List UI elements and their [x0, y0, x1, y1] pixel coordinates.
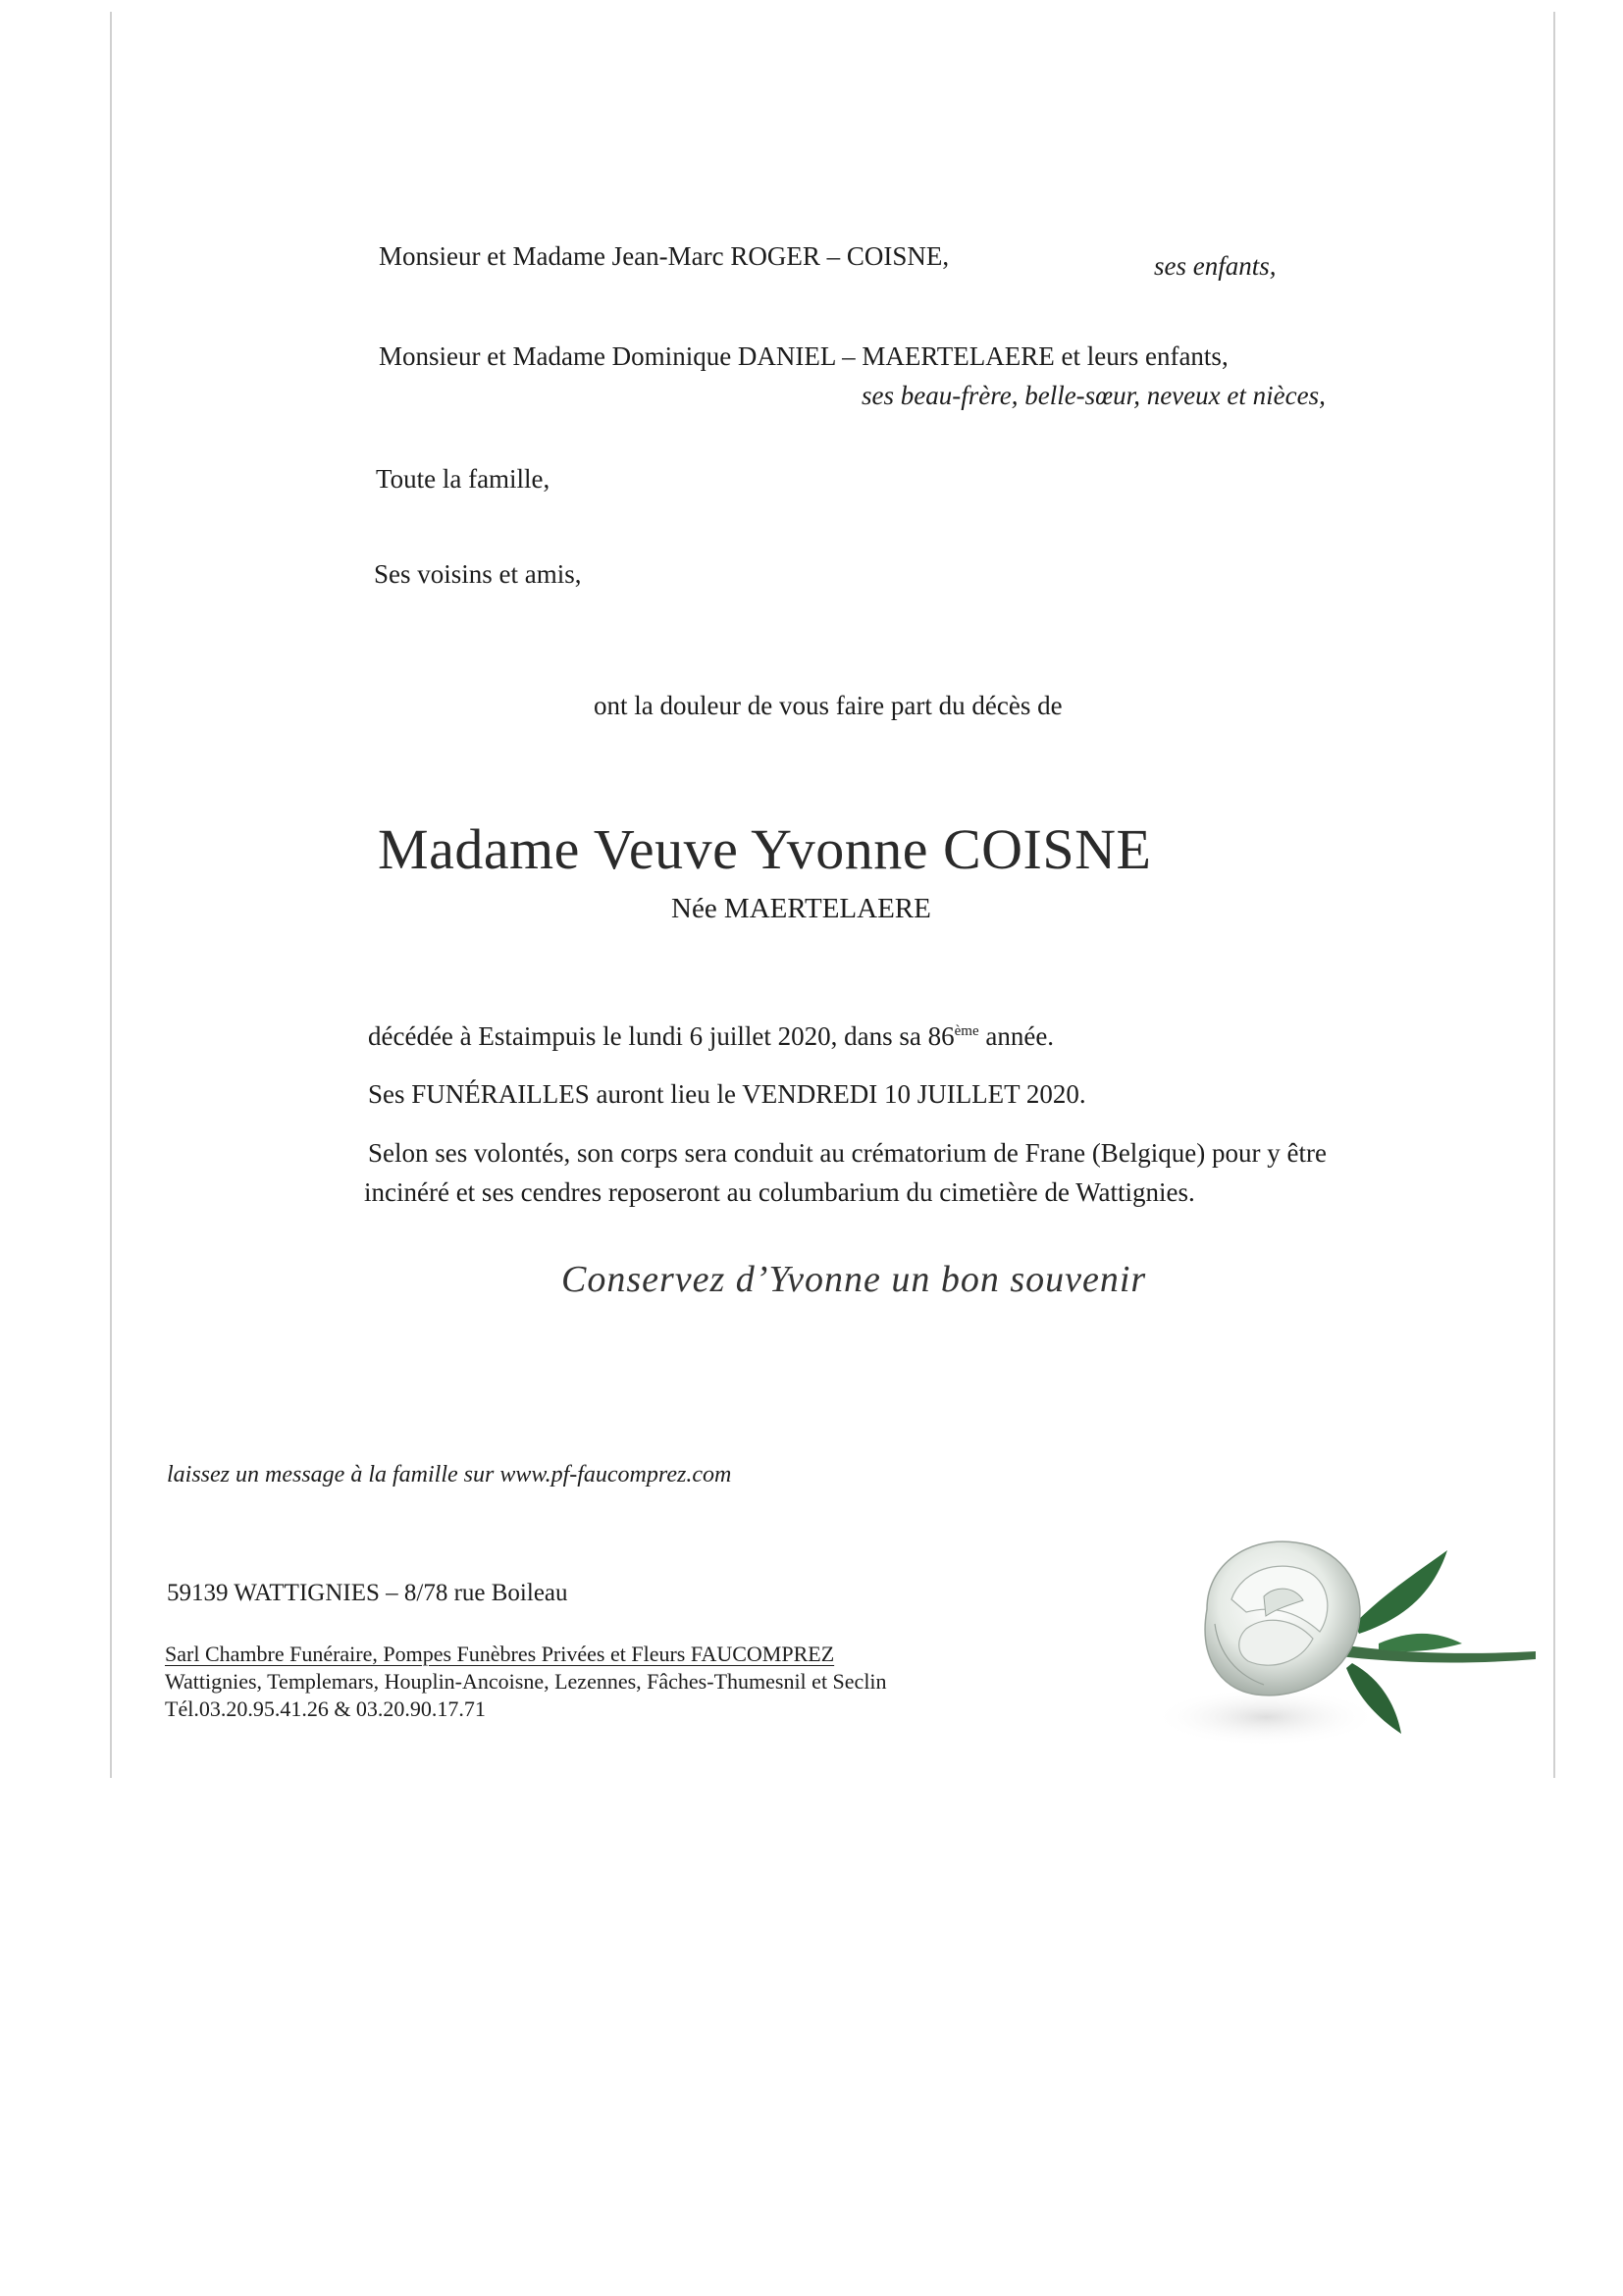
funeral-info: Ses FUNÉRAILLES auront lieu le VENDREDI 10 JUILLET 2020.: [368, 1079, 1086, 1109]
white-rose-graphic: [1138, 1506, 1550, 1761]
wishes-line-1: Selon ses volontés, son corps sera conduit au crématorium de Frane (Belgique) pour y être: [368, 1138, 1327, 1168]
announcement-text: ont la douleur de vous faire part du décès de: [594, 691, 1063, 720]
company-name: Sarl Chambre Funéraire, Pompes Funèbres Privées et Fleurs FAUCOMPREZ: [165, 1642, 835, 1666]
message-invite: laissez un message à la famille sur www.pf-faucomprez.com: [167, 1462, 732, 1487]
deceased-name: Madame Veuve Yvonne COISNE: [378, 817, 1152, 881]
family-relation-children: ses enfants,: [1154, 251, 1277, 281]
birth-name: Née MAERTELAERE: [671, 893, 931, 924]
family-relation-siblings: ses beau-frère, belle-sœur, neveux et nièces,: [862, 381, 1326, 410]
closing-phrase: Conservez d’Yvonne un bon souvenir: [561, 1259, 1147, 1300]
family-line-friends: Ses voisins et amis,: [374, 559, 582, 589]
death-info: [368, 1021, 1054, 1052]
left-page-edge: [110, 12, 112, 1778]
family-line-siblings: Monsieur et Madame Dominique DANIEL – MAERTELAERE et leurs enfants,: [379, 341, 1229, 371]
right-page-edge: [1553, 12, 1555, 1778]
family-line-all: Toute la famille,: [376, 464, 550, 494]
address-line: 59139 WATTIGNIES – 8/78 rue Boileau: [167, 1580, 568, 1606]
company-phone: Tél.03.20.95.41.26 & 03.20.90.17.71: [165, 1696, 486, 1721]
white-rose-icon: [1138, 1506, 1550, 1761]
death-info-sup: ème: [954, 1023, 979, 1039]
company-block: [165, 1641, 887, 1723]
death-info-suffix: année.: [978, 1021, 1055, 1051]
wishes-line-2: incinéré et ses cendres reposeront au columbarium du cimetière de Wattignies.: [364, 1177, 1195, 1207]
family-line-children: Monsieur et Madame Jean-Marc ROGER – COISNE,: [379, 241, 950, 271]
company-locations: Wattignies, Templemars, Houplin-Ancoisne, Lezennes, Fâches-Thumesnil et Seclin: [165, 1669, 887, 1694]
death-info-main: décédée à Estaimpuis le lundi 6 juillet 2020, dans sa 86: [368, 1021, 955, 1051]
